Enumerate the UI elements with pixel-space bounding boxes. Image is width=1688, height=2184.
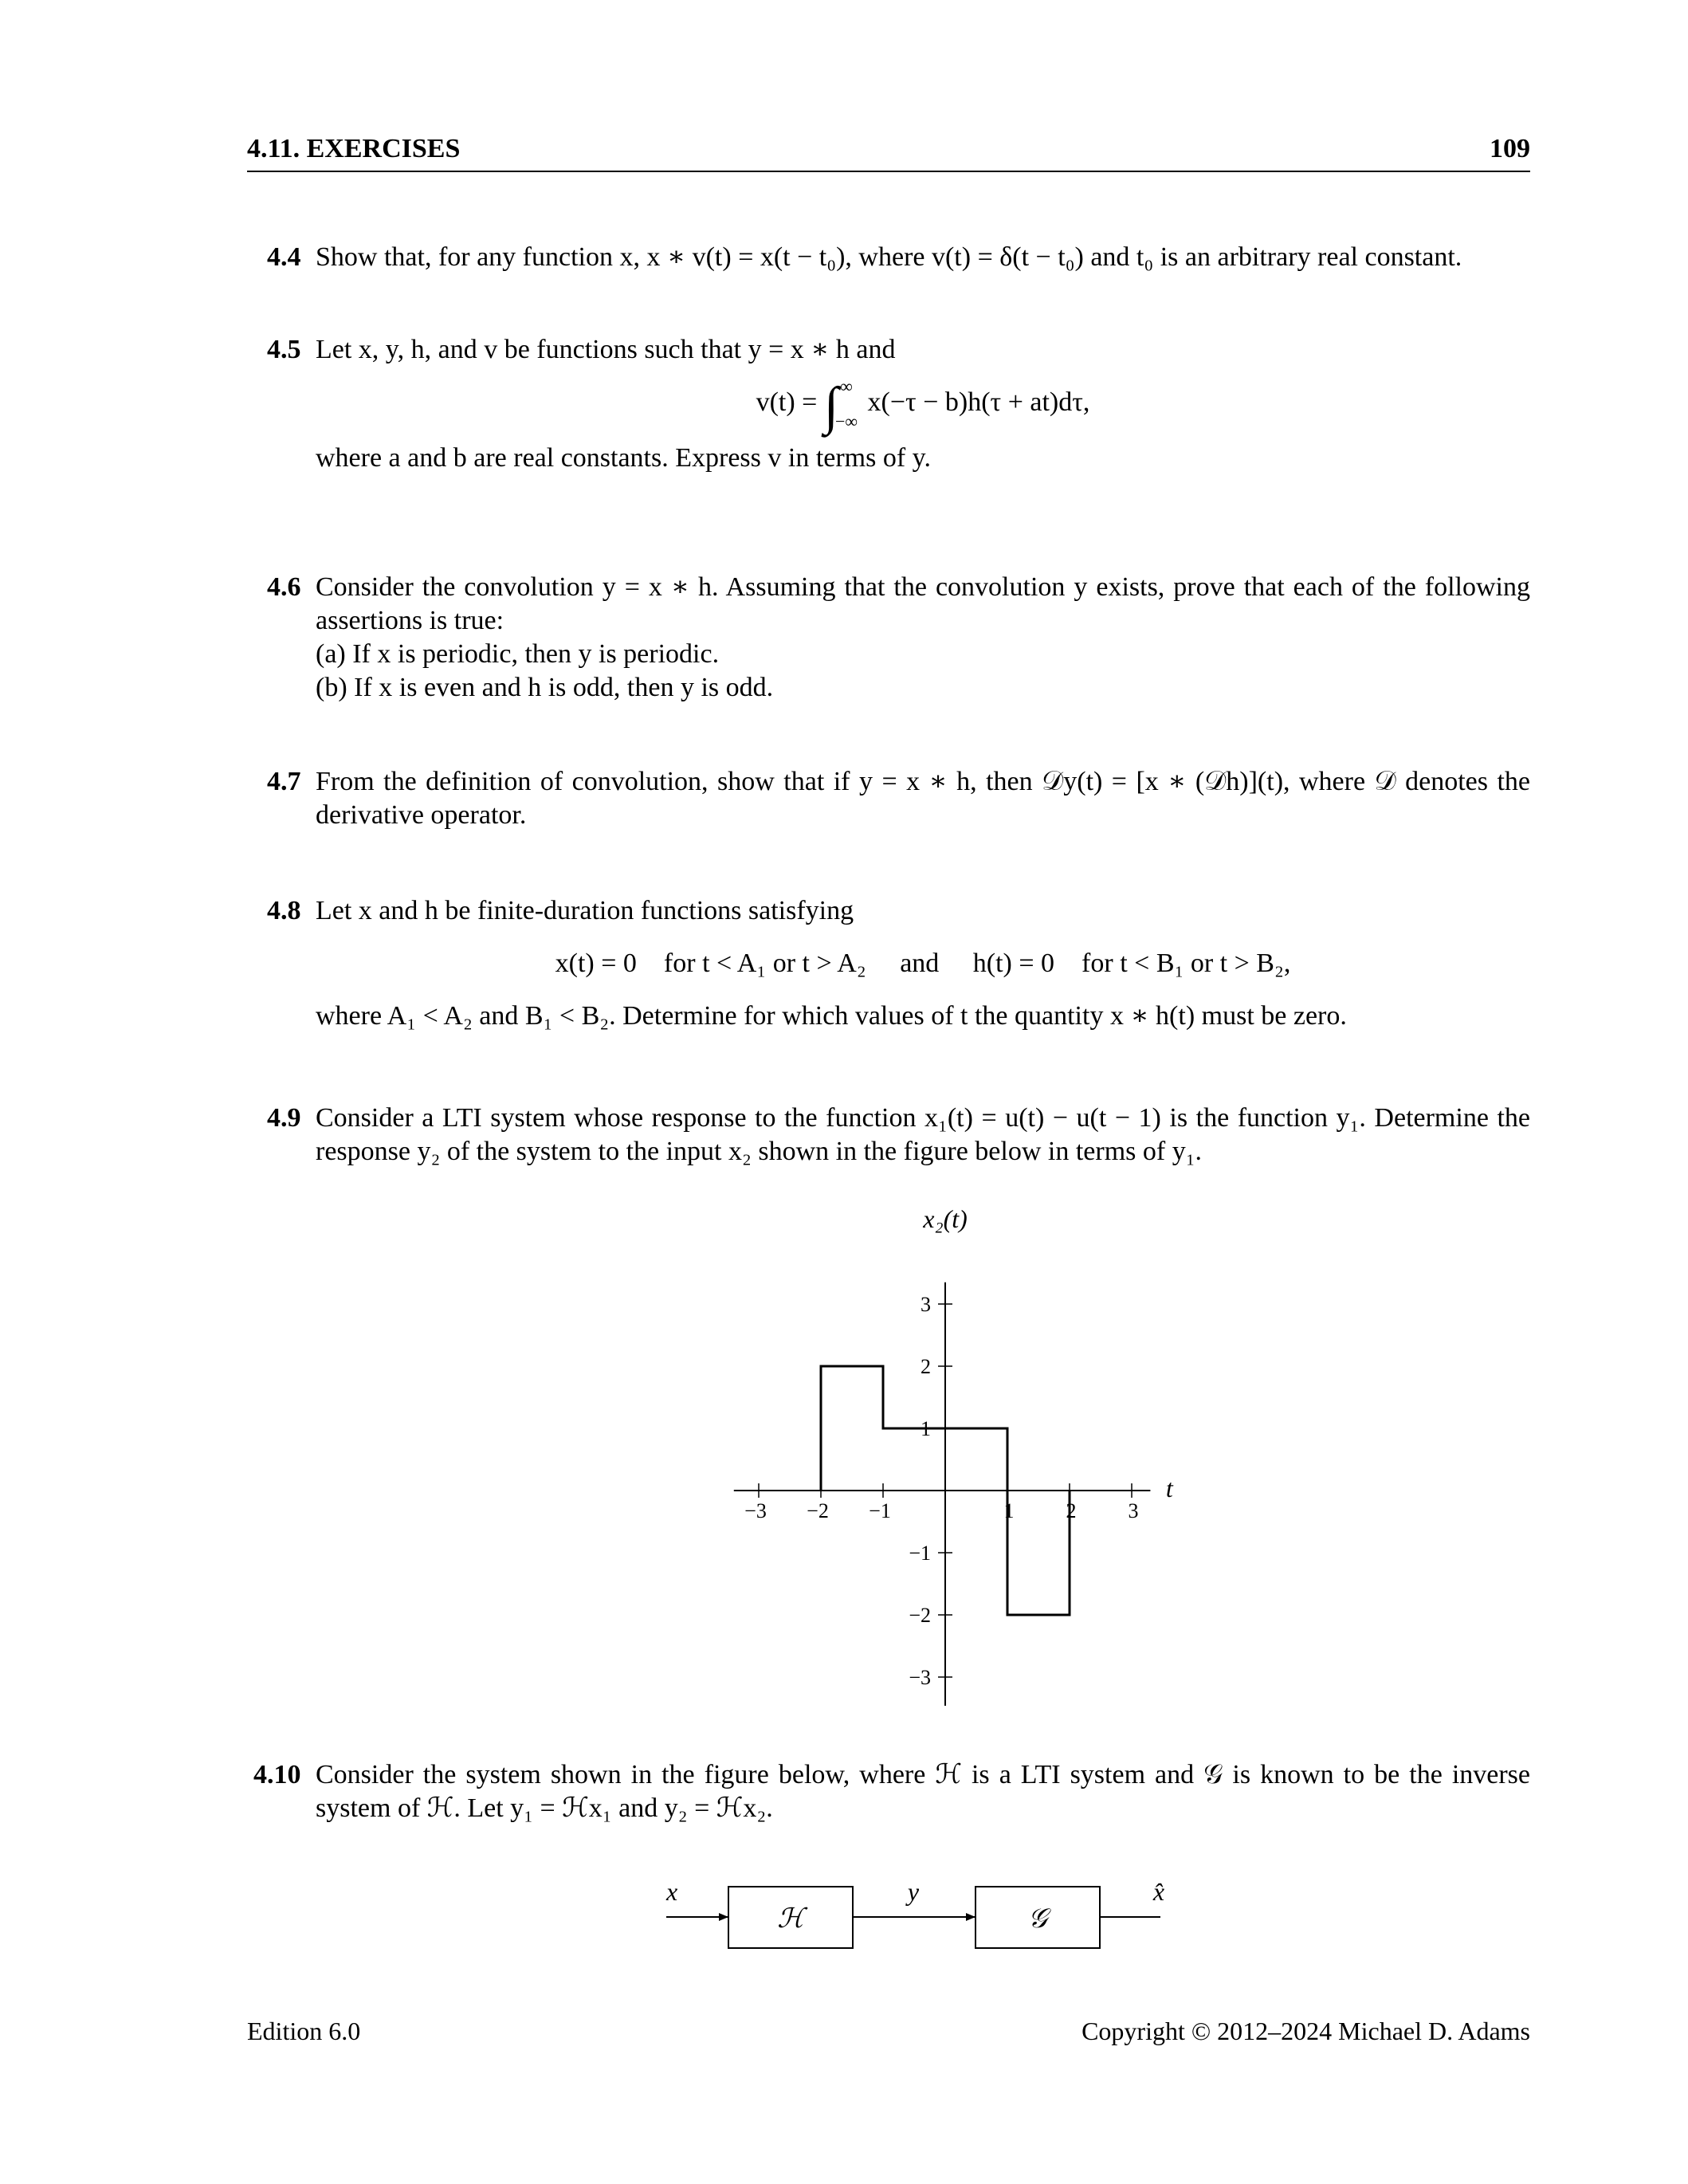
- block-g-label: 𝒢: [1027, 1904, 1048, 1934]
- block-diagram: [654, 1873, 1211, 1969]
- x-tick-label: −2: [807, 1499, 829, 1522]
- exercise-4-10: [247, 1758, 1530, 1825]
- exercise-4-6: [247, 571, 1530, 705]
- edition-label: Edition 6.0: [247, 2017, 361, 2045]
- exercise-4-9: [247, 1102, 1530, 1169]
- exercise-number: 4.10: [253, 1760, 301, 1789]
- integral-equation: [316, 376, 1530, 435]
- exercise-intro: Let x and h be finite-duration functions satisfying: [316, 896, 854, 925]
- lower-limit: −∞: [834, 411, 858, 431]
- exercise-4-7: [247, 765, 1530, 832]
- integral-sign: ∫: [823, 376, 838, 435]
- x-tick-label: −3: [744, 1499, 767, 1522]
- x-tick-label: −1: [869, 1499, 891, 1522]
- middle-label: y: [907, 1877, 920, 1906]
- plot-axes: [734, 1283, 1151, 1706]
- x-axis-label: t: [1165, 1474, 1173, 1502]
- copyright-label: Copyright © 2012–2024 Michael D. Adams: [1081, 2017, 1530, 2045]
- y-tick-label: −2: [909, 1604, 931, 1627]
- x-tick-label: 3: [1128, 1499, 1139, 1522]
- y-tick-label: −1: [909, 1542, 931, 1565]
- page-number: 109: [1490, 134, 1530, 163]
- exercise-text: Consider the system shown in the figure below, where ℋ is a LTI system and 𝒢 is known to be the inverse system of ℋ. Let y₁ = ℋx₁ and y₂ = ℋx₂.: [316, 1760, 1530, 1823]
- exercise-text: From the definition of convolution, show that if y = x ∗ h, then 𝒟y(t) = [x ∗ (𝒟h)](t), where 𝒟 denotes the derivative operator.: [316, 767, 1530, 830]
- x2-signal-plot: [701, 1196, 1211, 1706]
- x-tick-label: 1: [1003, 1499, 1015, 1522]
- exercise-4-5: [247, 333, 1530, 475]
- exercise-4-8: [247, 894, 1530, 1033]
- exercise-number: 4.9: [267, 1103, 301, 1133]
- y-tick-label: 2: [921, 1355, 931, 1378]
- upper-limit: ∞: [840, 376, 853, 396]
- running-header: [247, 134, 1530, 172]
- y-tick-label: −3: [909, 1666, 931, 1689]
- exercise-number: 4.4: [267, 242, 301, 272]
- exercise-number: 4.6: [267, 572, 301, 602]
- block-h-label: ℋ: [777, 1904, 804, 1934]
- assertion-a: (a) If x is periodic, then y is periodic.: [316, 639, 720, 669]
- exercise-4-4: [247, 241, 1530, 274]
- condition-equation: x(t) = 0 for t < A₁ or t > A₂ and h(t) = 0 for t < B₁ or t > B₂,: [555, 949, 1291, 978]
- input-label: x: [666, 1877, 678, 1906]
- assertion-b: (b) If x is even and h is odd, then y is odd.: [316, 673, 774, 702]
- x-tick-label: 2: [1066, 1499, 1077, 1522]
- exercise-conclusion: where a and b are real constants. Express v in terms of y.: [316, 443, 931, 473]
- exercise-text: Consider the convolution y = x ∗ h. Assuming that the convolution y exists, prove that each of the following assertions is true:: [316, 572, 1530, 635]
- y-tick-label: 1: [921, 1417, 931, 1440]
- equation-lhs: v(t) =: [756, 387, 818, 417]
- output-label: x̂: [1152, 1877, 1165, 1906]
- exercise-number: 4.8: [267, 896, 301, 925]
- exercise-text: Consider a LTI system whose response to the function x₁(t) = u(t) − u(t − 1) is the function y₁. Determine the response y₂ of the system to the input x₂ shown in the figure below in terms of y₁.: [316, 1103, 1530, 1166]
- plot-labels: [744, 1204, 1174, 1689]
- exercise-number: 4.5: [267, 335, 301, 364]
- equation-rhs: x(−τ − b)h(τ + at)dτ,: [867, 387, 1090, 417]
- section-title: 4.11. EXERCISES: [247, 134, 461, 163]
- y-tick-label: 3: [921, 1293, 931, 1316]
- exercise-number: 4.7: [267, 767, 301, 796]
- exercise-conclusion: where A₁ < A₂ and B₁ < B₂. Determine for which values of t the quantity x ∗ h(t) must be zero.: [316, 1001, 1347, 1031]
- exercise-text: Show that, for any function x, x ∗ v(t) = x(t − t₀), where v(t) = δ(t − t₀) and t₀ is an arbitrary real constant.: [316, 242, 1462, 272]
- y-axis-label: x₂(t): [923, 1204, 968, 1233]
- exercise-intro: Let x, y, h, and v be functions such that y = x ∗ h and: [316, 335, 896, 364]
